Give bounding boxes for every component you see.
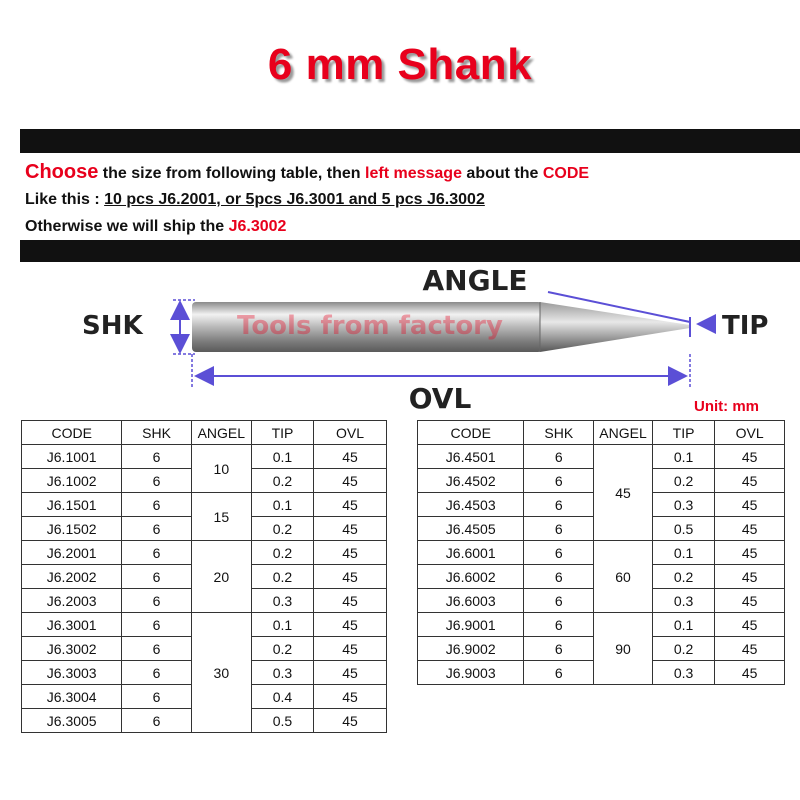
ovl-cell: 45 (715, 517, 785, 541)
engraving-bit (192, 302, 690, 352)
column-header: TIP (652, 421, 714, 445)
ovl-cell: 45 (715, 493, 785, 517)
ovl-label: OVL (408, 382, 472, 412)
ovl-cell: 45 (313, 445, 386, 469)
default-prefix: Otherwise we will ship the (25, 218, 229, 235)
ovl-cell: 45 (313, 469, 386, 493)
table-row (22, 445, 387, 469)
code-cell: J6.1001 (22, 445, 122, 469)
tip-cell: 0.2 (652, 565, 714, 589)
ovl-cell: 45 (715, 541, 785, 565)
tip-cell: 0.2 (251, 565, 313, 589)
tip-cell: 0.5 (652, 517, 714, 541)
shank-cell: 6 (122, 469, 191, 493)
code-cell: J6.3002 (22, 637, 122, 661)
code-cell: J6.2003 (22, 589, 122, 613)
table-row (22, 493, 387, 517)
code-cell: J6.3001 (22, 613, 122, 637)
column-header: OVL (715, 421, 785, 445)
shank-cell: 6 (524, 541, 594, 565)
shank-cell: 6 (524, 565, 594, 589)
tip-cell: 0.1 (251, 613, 313, 637)
column-header: SHK (122, 421, 191, 445)
shank-cell: 6 (524, 517, 594, 541)
unit-label: Unit: mm (694, 398, 759, 415)
code-word: CODE (542, 165, 590, 182)
tip-cell: 0.3 (652, 661, 714, 685)
ovl-cell: 45 (715, 661, 785, 685)
column-header: CODE (418, 421, 524, 445)
code-cell: J6.6001 (418, 541, 524, 565)
table-row (22, 613, 387, 637)
shank-cell: 6 (524, 469, 594, 493)
shank-cell: 6 (122, 565, 191, 589)
instruction-line-1 (25, 161, 589, 184)
column-header: TIP (251, 421, 313, 445)
page-title: 6 mm Shank (267, 40, 533, 89)
ovl-cell: 45 (715, 589, 785, 613)
table-header-row (418, 421, 785, 445)
shank-cell: 6 (524, 493, 594, 517)
code-cell: J6.3003 (22, 661, 122, 685)
shank-cell: 6 (524, 445, 594, 469)
angle-label: ANGLE (422, 264, 528, 297)
tip-cell: 0.2 (251, 469, 313, 493)
code-cell: J6.4502 (418, 469, 524, 493)
tip-cell: 0.2 (251, 637, 313, 661)
ovl-cell: 45 (715, 565, 785, 589)
shank-cell: 6 (524, 661, 594, 685)
code-cell: J6.9002 (418, 637, 524, 661)
tip-cell: 0.3 (251, 661, 313, 685)
column-header: CODE (22, 421, 122, 445)
example-order: 10 pcs J6.2001, or 5pcs J6.3001 and 5 pcs J6.3002 (104, 191, 485, 208)
tip-cell: 0.3 (652, 589, 714, 613)
shank-cell: 6 (122, 685, 191, 709)
code-cell: J6.9001 (418, 613, 524, 637)
ovl-cell: 45 (313, 685, 386, 709)
left-message-text: left message (365, 165, 462, 182)
table-row (418, 541, 785, 565)
tip-cell: 0.4 (251, 685, 313, 709)
header-divider-bar (20, 129, 800, 153)
shank-cell: 6 (524, 637, 594, 661)
tip-label: TIP (722, 311, 769, 341)
code-cell: J6.1002 (22, 469, 122, 493)
angle-cell: 20 (191, 541, 251, 613)
shank-cell: 6 (122, 709, 191, 733)
ovl-cell: 45 (715, 445, 785, 469)
diagram-divider-bar (20, 240, 800, 262)
code-cell: J6.1502 (22, 517, 122, 541)
default-code: J6.3002 (228, 218, 287, 235)
code-cell: J6.3004 (22, 685, 122, 709)
tip-cell: 0.1 (652, 613, 714, 637)
ovl-cell: 45 (715, 637, 785, 661)
code-cell: J6.4501 (418, 445, 524, 469)
tip-cell: 0.3 (251, 589, 313, 613)
angle-cell: 30 (191, 613, 251, 733)
ovl-cell: 45 (313, 541, 386, 565)
tip-cell: 0.2 (652, 469, 714, 493)
tip-cell: 0.2 (652, 637, 714, 661)
angle-cell: 10 (191, 445, 251, 493)
engraving-bit-diagram (0, 262, 800, 412)
ovl-cell: 45 (313, 565, 386, 589)
ovl-cell: 45 (715, 613, 785, 637)
shk-label: SHK (82, 311, 143, 341)
shank-cell: 6 (122, 661, 191, 685)
angle-cell: 45 (594, 445, 653, 541)
instruction-text: the size from following table, then (98, 165, 366, 182)
tip-cell: 0.1 (251, 445, 313, 469)
ovl-cell: 45 (313, 493, 386, 517)
shank-cell: 6 (122, 613, 191, 637)
shank-cell: 6 (122, 541, 191, 565)
code-cell: J6.6002 (418, 565, 524, 589)
tip-cell: 0.2 (251, 541, 313, 565)
table-row (22, 541, 387, 565)
code-cell: J6.2001 (22, 541, 122, 565)
angle-cell: 90 (594, 613, 653, 685)
column-header: SHK (524, 421, 594, 445)
spec-table-left (21, 420, 387, 733)
ovl-cell: 45 (313, 637, 386, 661)
code-cell: J6.4503 (418, 493, 524, 517)
tip-cell: 0.1 (652, 541, 714, 565)
ovl-cell: 45 (715, 469, 785, 493)
instruction-text: about the (461, 165, 543, 182)
shank-cell: 6 (122, 589, 191, 613)
ovl-cell: 45 (313, 517, 386, 541)
shank-cell: 6 (122, 445, 191, 469)
ovl-cell: 45 (313, 661, 386, 685)
watermark-text: Tools from factory (237, 311, 503, 341)
column-header: ANGEL (594, 421, 653, 445)
table-row (418, 613, 785, 637)
example-prefix: Like this : (25, 191, 105, 208)
column-header: OVL (313, 421, 386, 445)
code-cell: J6.3005 (22, 709, 122, 733)
code-cell: J6.6003 (418, 589, 524, 613)
code-cell: J6.2002 (22, 565, 122, 589)
spec-table-right (417, 420, 785, 685)
instruction-line-2 (25, 191, 485, 209)
choose-word: Choose (25, 161, 99, 183)
angle-cell: 15 (191, 493, 251, 541)
shank-cell: 6 (122, 517, 191, 541)
tip-cell: 0.1 (652, 445, 714, 469)
tip-cell: 0.3 (652, 493, 714, 517)
ovl-cell: 45 (313, 589, 386, 613)
code-cell: J6.9003 (418, 661, 524, 685)
tip-cell: 0.2 (251, 517, 313, 541)
shank-cell: 6 (122, 493, 191, 517)
column-header: ANGEL (191, 421, 251, 445)
code-cell: J6.1501 (22, 493, 122, 517)
ovl-cell: 45 (313, 613, 386, 637)
shank-cell: 6 (524, 613, 594, 637)
table-row (418, 445, 785, 469)
tip-cell: 0.1 (251, 493, 313, 517)
angle-cell: 60 (594, 541, 653, 613)
shank-cell: 6 (122, 637, 191, 661)
shank-cell: 6 (524, 589, 594, 613)
instruction-line-3 (25, 218, 286, 236)
ovl-cell: 45 (313, 709, 386, 733)
table-header-row (22, 421, 387, 445)
code-cell: J6.4505 (418, 517, 524, 541)
tip-cell: 0.5 (251, 709, 313, 733)
